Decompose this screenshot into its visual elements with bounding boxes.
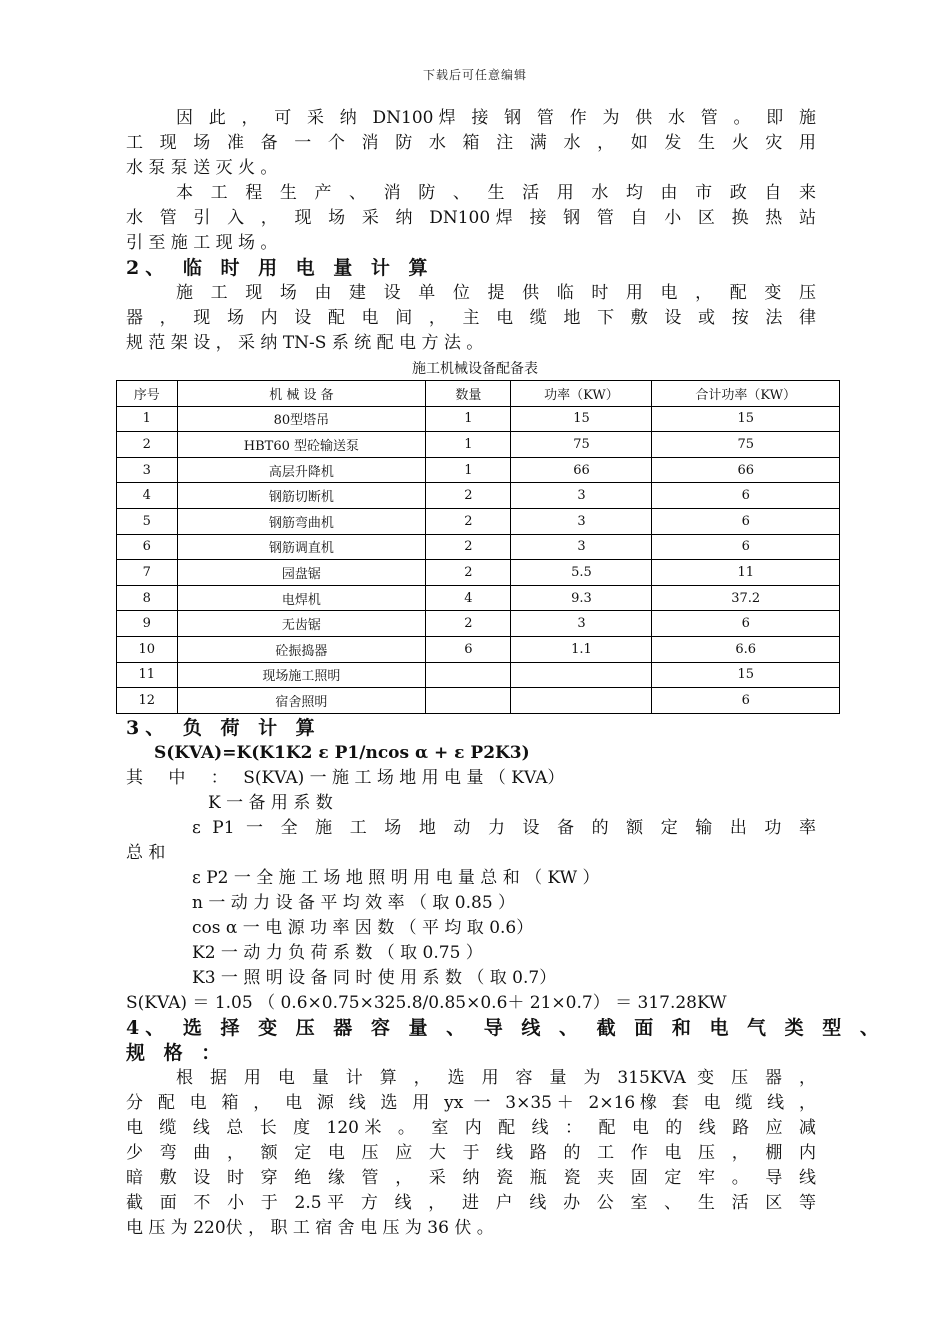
table-row (117, 662, 840, 688)
cell-total-power: 75 (652, 432, 840, 458)
paragraph-line: 引 至 施 工 现 场 。 (126, 233, 278, 253)
def-p1: ε P1 一 全 施 工 场 地 动 力 设 备 的 额 定 输 出 功 率 (192, 818, 816, 838)
paragraph-line: 水 泵 泵 送 灭 火 。 (126, 158, 278, 178)
cell-quantity: 2 (426, 508, 511, 534)
table-row (117, 611, 840, 637)
cell-total-power: 15 (652, 662, 840, 688)
table-body (117, 406, 840, 713)
section-heading-3: 3、 负 荷 计 算 (126, 717, 321, 739)
table-header-row (117, 381, 840, 407)
cell-equipment: 电焊机 (177, 585, 426, 611)
paragraph-line: 电 缆 线 总 长 度 120米 。 室 内 配 线 ： 配 电 的 线 路 应 减 (126, 1118, 816, 1138)
cell-quantity: 2 (426, 534, 511, 560)
header-quantity: 数量 (426, 381, 511, 407)
cell-index: 4 (117, 483, 178, 509)
paragraph-line: 工 现 场 准 备 一 个 消 防 水 箱 注 满 水 ， 如 发 生 火 灾 用 (126, 133, 816, 153)
cell-total-power: 6 (652, 508, 840, 534)
header-equipment: 机 械 设 备 (177, 381, 426, 407)
paragraph-line: 少 弯 曲 ， 额 定 电 压 应 大 于 线 路 的 工 作 电 压 ， 棚 内 (126, 1143, 816, 1163)
header-total-power: 合计功率（KW） (652, 381, 840, 407)
header-index: 序号 (117, 381, 178, 407)
page-header: 下载后可任意编辑 (422, 68, 527, 82)
table-row (117, 406, 840, 432)
table-row (117, 483, 840, 509)
equipment-table (116, 380, 840, 714)
table-caption: 施工机械设备配备表 (412, 361, 538, 377)
cell-total-power: 6 (652, 534, 840, 560)
table-row (117, 636, 840, 662)
cell-index: 9 (117, 611, 178, 637)
cell-quantity: 2 (426, 611, 511, 637)
cell-equipment: 无齿锯 (177, 611, 426, 637)
paragraph-line: 暗 敷 设 时 穿 绝 缘 管 ， 采 纳 瓷 瓶 瓷 夹 固 定 牢 。 导 线 (126, 1168, 816, 1188)
section-heading-2: 2、 临 时 用 电 量 计 算 (126, 257, 434, 279)
cell-power: 3 (511, 611, 652, 637)
def-p1-cont: 总 和 (126, 843, 166, 863)
section-transformer (126, 1016, 885, 1241)
paragraph-line: 水 管 引 入 ， 现 场 采 纳 DN100焊 接 钢 管 自 小 区 换 热 站 (126, 208, 816, 228)
cell-quantity: 6 (426, 636, 511, 662)
cell-power (511, 688, 652, 714)
cell-quantity: 4 (426, 585, 511, 611)
cell-equipment: 园盘锯 (177, 560, 426, 586)
cell-quantity: 1 (426, 432, 511, 458)
table-row (117, 457, 840, 483)
section-heading-4-cont: 规 格 ： (126, 1042, 227, 1064)
cell-equipment: 砼振捣器 (177, 636, 426, 662)
def-p2: ε P2 一 全 施 工 场 地 照 明 用 电 量 总 和 （ KW ） (192, 868, 600, 888)
cell-power: 66 (511, 457, 652, 483)
paragraph-line: 根 据 用 电 量 计 算 ， 选 用 容 量 为 315KVA 变 压 器 ， (176, 1068, 816, 1088)
table-row (117, 432, 840, 458)
def-n: n 一 动 力 设 备 平 均 效 率 （ 取 0.85 ） (192, 893, 516, 913)
cell-equipment: 80型塔吊 (177, 406, 426, 432)
paragraph-line: 施 工 现 场 由 建 设 单 位 提 供 临 时 用 电 ， 配 变 压 (176, 283, 816, 303)
def-k: K 一 备 用 系 数 (208, 793, 333, 813)
header-power: 功率（KW） (511, 381, 652, 407)
cell-total-power: 6 (652, 688, 840, 714)
section-load-calculation (126, 716, 816, 1016)
cell-index: 3 (117, 457, 178, 483)
cell-quantity (426, 688, 511, 714)
cell-power: 5.5 (511, 560, 652, 586)
cell-index: 11 (117, 662, 178, 688)
cell-power (511, 662, 652, 688)
cell-total-power: 37.2 (652, 585, 840, 611)
cell-quantity: 1 (426, 457, 511, 483)
paragraph-line: 电 压 为 220伏 ， 职 工 宿 舍 电 压 为 36 伏 。 (126, 1218, 494, 1238)
cell-index: 12 (117, 688, 178, 714)
cell-total-power: 6 (652, 611, 840, 637)
cell-equipment: 钢筋弯曲机 (177, 508, 426, 534)
def-k2: K2 一 动 力 负 荷 系 数 （ 取 0.75 ） (192, 943, 483, 963)
cell-index: 6 (117, 534, 178, 560)
section-heading-4: 4、 选 择 变 压 器 容 量 、 导 线 、 截 面 和 电 气 类 型 、 (126, 1017, 885, 1039)
def-k3: K3 一 照 明 设 备 同 时 使 用 系 数 （ 取 0.7） (192, 968, 557, 988)
cell-index: 2 (117, 432, 178, 458)
cell-power: 3 (511, 483, 652, 509)
paragraph-line: 规 范 架 设 ， 采 纳 TN-S 系 统 配 电 方 法 。 (126, 333, 484, 353)
cell-power: 3 (511, 508, 652, 534)
cell-total-power: 15 (652, 406, 840, 432)
cell-total-power: 6 (652, 483, 840, 509)
result-line: S(KVA) ＝ 1.05 （ 0.6×0.75×325.8/0.85×0.6＋ 21×0.7） ＝ 317.28KW (126, 993, 727, 1013)
table-row (117, 560, 840, 586)
paragraph-line: 因 此 ， 可 采 纳 DN100焊 接 钢 管 作 为 供 水 管 。 即 施 (176, 108, 816, 128)
table-row (117, 688, 840, 714)
paragraph-line: 截 面 不 小 于 2.5平 方 线 ， 进 户 线 办 公 室 、 生 活 区 等 (126, 1193, 816, 1213)
cell-power: 9.3 (511, 585, 652, 611)
cell-index: 1 (117, 406, 178, 432)
cell-equipment: 钢筋调直机 (177, 534, 426, 560)
table-row (117, 508, 840, 534)
cell-total-power: 66 (652, 457, 840, 483)
cell-quantity: 1 (426, 406, 511, 432)
cell-index: 5 (117, 508, 178, 534)
cell-equipment: 高层升降机 (177, 457, 426, 483)
cell-equipment: HBT60 型砼输送泵 (177, 432, 426, 458)
where-label: 其 中 ： (126, 768, 238, 788)
cell-index: 8 (117, 585, 178, 611)
cell-equipment: 钢筋切断机 (177, 483, 426, 509)
cell-equipment: 宿舍照明 (177, 688, 426, 714)
cell-power: 15 (511, 406, 652, 432)
cell-index: 7 (117, 560, 178, 586)
paragraph-line: 分 配 电 箱 ， 电 源 线 选 用 yx 一 3×35＋ 2×16橡 套 电 缆 线 ， (126, 1093, 816, 1113)
cell-power: 75 (511, 432, 652, 458)
formula: S(KVA)=K(K1K2 ε P1/ncos α + ε P2K3) (154, 743, 530, 763)
cell-power: 1.1 (511, 636, 652, 662)
def-cos: cos α 一 电 源 功 率 因 数 （ 平 均 取 0.6） (192, 918, 534, 938)
cell-equipment: 现场施工照明 (177, 662, 426, 688)
def-s: S(KVA) 一 施 工 场 地 用 电 量 （ KVA） (243, 768, 565, 788)
cell-quantity (426, 662, 511, 688)
table-row (117, 585, 840, 611)
cell-quantity: 2 (426, 483, 511, 509)
cell-index: 10 (117, 636, 178, 662)
cell-power: 3 (511, 534, 652, 560)
table-row (117, 534, 840, 560)
where-line (126, 766, 816, 791)
cell-quantity: 2 (426, 560, 511, 586)
section-water-supply (126, 106, 816, 356)
cell-total-power: 6.6 (652, 636, 840, 662)
cell-total-power: 11 (652, 560, 840, 586)
paragraph-line: 器 ， 现 场 内 设 配 电 间 ， 主 电 缆 地 下 敷 设 或 按 法 律 (126, 308, 816, 328)
paragraph-line: 本 工 程 生 产 、 消 防 、 生 活 用 水 均 由 市 政 自 来 (176, 183, 816, 203)
